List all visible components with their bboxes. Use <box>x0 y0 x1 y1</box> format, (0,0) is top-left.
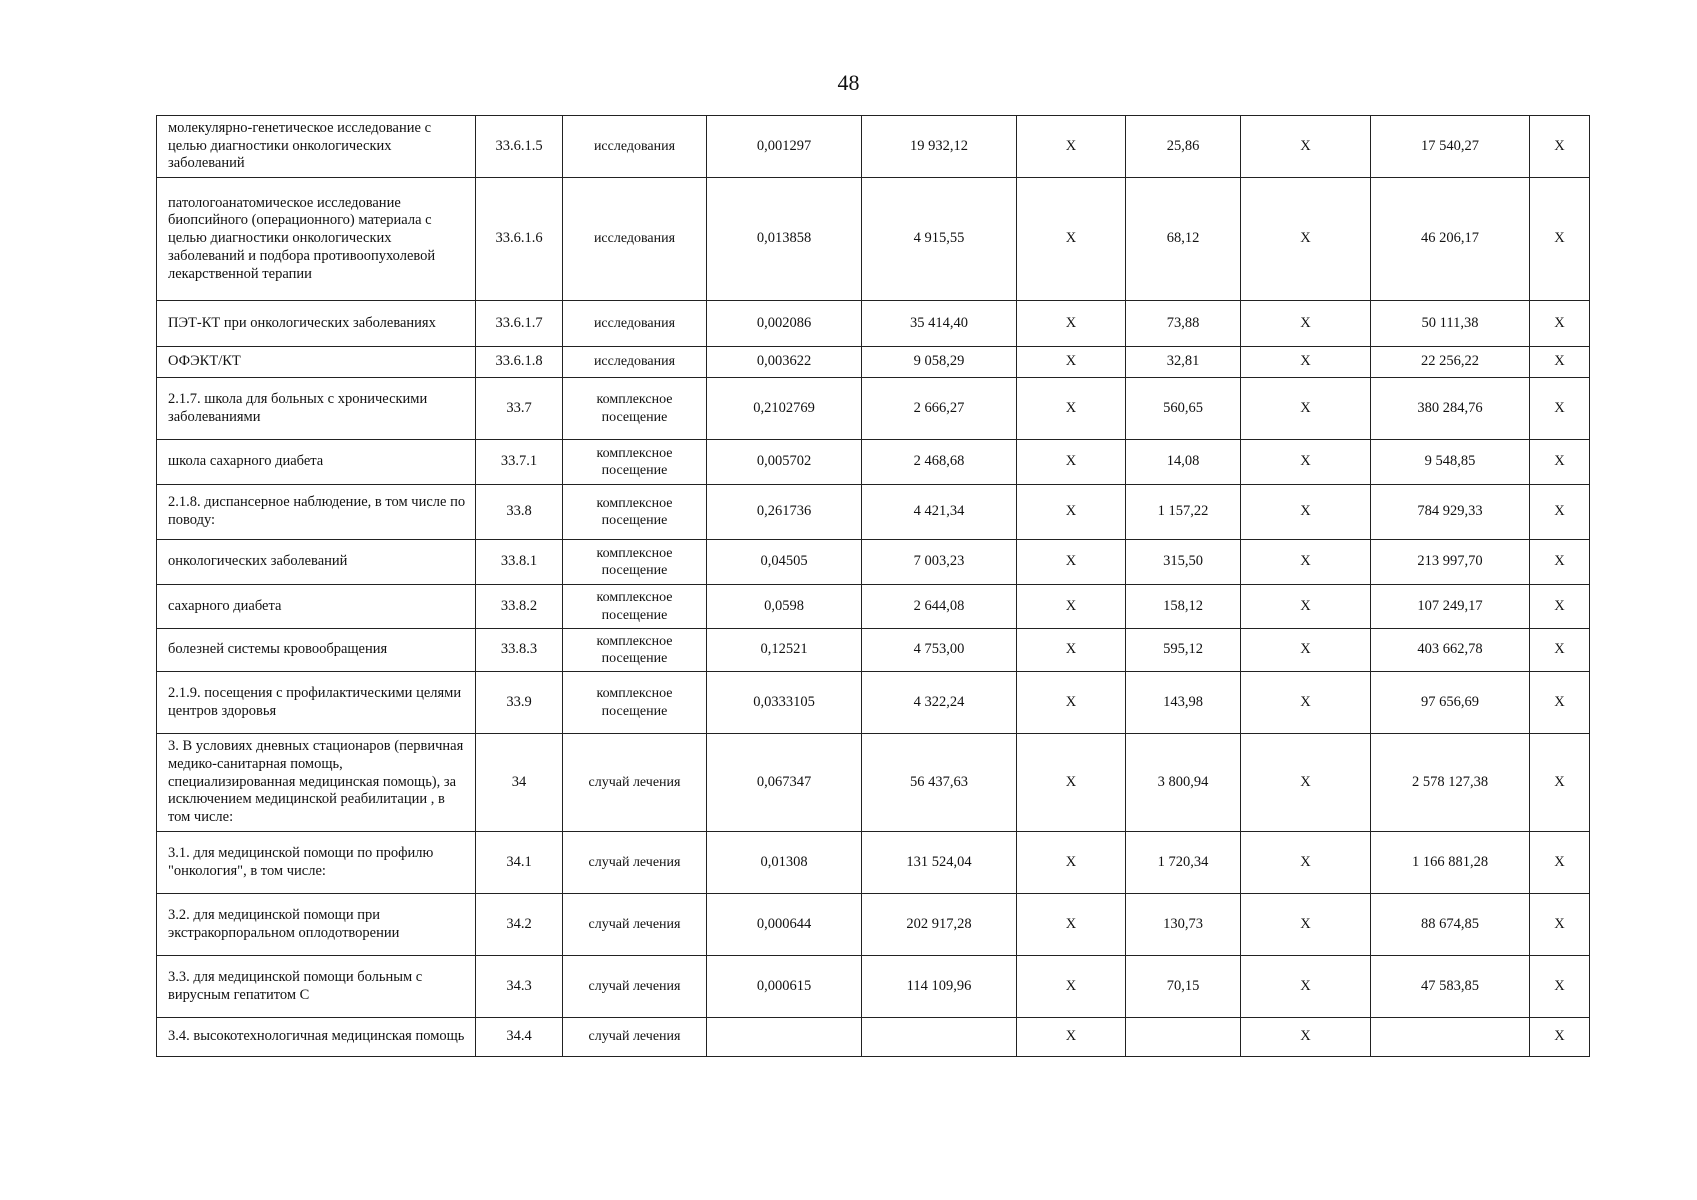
name-cell: 2.1.7. школа для больных с хроническими заболеваниями <box>157 378 476 440</box>
x-mark-cell: X <box>1017 440 1126 485</box>
volume-norm-cell: 0,000615 <box>707 956 862 1018</box>
name-cell: сахарного диабета <box>157 585 476 629</box>
volume-norm-cell: 0,001297 <box>707 116 862 178</box>
unit-cost-cell: 35 414,40 <box>862 301 1017 347</box>
x-mark-cell: X <box>1241 832 1371 894</box>
table-body <box>157 116 1590 1057</box>
unit-cell: случай лечения <box>563 894 707 956</box>
unit-cost-cell <box>862 1018 1017 1057</box>
unit-cost-cell: 131 524,04 <box>862 832 1017 894</box>
unit-cell: комплексное посещение <box>563 485 707 540</box>
total-cost-cell: 380 284,76 <box>1371 378 1530 440</box>
unit-cell: комплексное посещение <box>563 540 707 585</box>
name-cell: патологоанатомическое исследование биопсийного (операционного) материала с целью диагностики онкологических заболеваний и подбора противоопухолевой лекарственной терапии <box>157 178 476 301</box>
unit-cell: комплексное посещение <box>563 629 707 672</box>
name-cell: молекулярно-генетическое исследование с целью диагностики онкологических заболеваний <box>157 116 476 178</box>
code-cell: 33.8 <box>476 485 563 540</box>
unit-cell: случай лечения <box>563 734 707 832</box>
x-mark-cell: X <box>1530 178 1590 301</box>
code-cell: 34 <box>476 734 563 832</box>
x-mark-cell: X <box>1241 585 1371 629</box>
x-mark-cell: X <box>1241 1018 1371 1057</box>
code-cell: 33.8.1 <box>476 540 563 585</box>
per-capita-cell <box>1126 1018 1241 1057</box>
table-row <box>157 178 1590 301</box>
per-capita-cell: 595,12 <box>1126 629 1241 672</box>
per-capita-cell: 70,15 <box>1126 956 1241 1018</box>
name-cell: болезней системы кровообращения <box>157 629 476 672</box>
total-cost-cell: 50 111,38 <box>1371 301 1530 347</box>
x-mark-cell: X <box>1017 378 1126 440</box>
total-cost-cell <box>1371 1018 1530 1057</box>
code-cell: 33.6.1.6 <box>476 178 563 301</box>
volume-norm-cell: 0,002086 <box>707 301 862 347</box>
table-row <box>157 301 1590 347</box>
x-mark-cell: X <box>1530 485 1590 540</box>
code-cell: 34.4 <box>476 1018 563 1057</box>
x-mark-cell: X <box>1017 956 1126 1018</box>
table-row <box>157 540 1590 585</box>
x-mark-cell: X <box>1017 894 1126 956</box>
volume-norm-cell: 0,2102769 <box>707 378 862 440</box>
x-mark-cell: X <box>1241 672 1371 734</box>
volume-norm-cell: 0,0598 <box>707 585 862 629</box>
name-cell: 2.1.9. посещения с профилактическими целями центров здоровья <box>157 672 476 734</box>
unit-cost-cell: 7 003,23 <box>862 540 1017 585</box>
name-cell: школа сахарного диабета <box>157 440 476 485</box>
x-mark-cell: X <box>1241 301 1371 347</box>
per-capita-cell: 14,08 <box>1126 440 1241 485</box>
x-mark-cell: X <box>1241 440 1371 485</box>
code-cell: 33.7.1 <box>476 440 563 485</box>
table-row <box>157 672 1590 734</box>
per-capita-cell: 68,12 <box>1126 178 1241 301</box>
x-mark-cell: X <box>1530 347 1590 378</box>
x-mark-cell: X <box>1530 585 1590 629</box>
unit-cost-cell: 2 468,68 <box>862 440 1017 485</box>
code-cell: 33.6.1.8 <box>476 347 563 378</box>
unit-cell: комплексное посещение <box>563 440 707 485</box>
unit-cost-cell: 2 644,08 <box>862 585 1017 629</box>
name-cell: 3. В условиях дневных стационаров (первичная медико-санитарная помощь, специализированная медицинская помощь), за исключением медицинской реабилитации , в том числе: <box>157 734 476 832</box>
per-capita-cell: 73,88 <box>1126 301 1241 347</box>
unit-cost-cell: 4 322,24 <box>862 672 1017 734</box>
financing-norms-table <box>156 115 1590 1057</box>
x-mark-cell: X <box>1017 1018 1126 1057</box>
x-mark-cell: X <box>1530 440 1590 485</box>
volume-norm-cell: 0,067347 <box>707 734 862 832</box>
per-capita-cell: 315,50 <box>1126 540 1241 585</box>
total-cost-cell: 47 583,85 <box>1371 956 1530 1018</box>
name-cell: 3.2. для медицинской помощи при экстракорпоральном оплодотворении <box>157 894 476 956</box>
name-cell: 3.1. для медицинской помощи по профилю "онкология", в том числе: <box>157 832 476 894</box>
x-mark-cell: X <box>1241 540 1371 585</box>
unit-cell: случай лечения <box>563 832 707 894</box>
code-cell: 33.8.3 <box>476 629 563 672</box>
x-mark-cell: X <box>1241 956 1371 1018</box>
table-row <box>157 485 1590 540</box>
x-mark-cell: X <box>1017 585 1126 629</box>
total-cost-cell: 107 249,17 <box>1371 585 1530 629</box>
x-mark-cell: X <box>1241 347 1371 378</box>
volume-norm-cell: 0,000644 <box>707 894 862 956</box>
x-mark-cell: X <box>1241 734 1371 832</box>
name-cell: ОФЭКТ/КТ <box>157 347 476 378</box>
table-row <box>157 440 1590 485</box>
per-capita-cell: 158,12 <box>1126 585 1241 629</box>
per-capita-cell: 32,81 <box>1126 347 1241 378</box>
total-cost-cell: 9 548,85 <box>1371 440 1530 485</box>
unit-cell: комплексное посещение <box>563 672 707 734</box>
total-cost-cell: 22 256,22 <box>1371 347 1530 378</box>
unit-cost-cell: 114 109,96 <box>862 956 1017 1018</box>
x-mark-cell: X <box>1241 629 1371 672</box>
volume-norm-cell: 0,003622 <box>707 347 862 378</box>
code-cell: 33.8.2 <box>476 585 563 629</box>
unit-cell: случай лечения <box>563 956 707 1018</box>
table-row <box>157 832 1590 894</box>
x-mark-cell: X <box>1017 734 1126 832</box>
name-cell: 2.1.8. диспансерное наблюдение, в том числе по поводу: <box>157 485 476 540</box>
name-cell: онкологических заболеваний <box>157 540 476 585</box>
x-mark-cell: X <box>1530 378 1590 440</box>
volume-norm-cell: 0,01308 <box>707 832 862 894</box>
code-cell: 33.6.1.5 <box>476 116 563 178</box>
x-mark-cell: X <box>1241 485 1371 540</box>
unit-cell: исследования <box>563 347 707 378</box>
x-mark-cell: X <box>1530 894 1590 956</box>
unit-cell: комплексное посещение <box>563 378 707 440</box>
total-cost-cell: 88 674,85 <box>1371 894 1530 956</box>
per-capita-cell: 25,86 <box>1126 116 1241 178</box>
x-mark-cell: X <box>1530 832 1590 894</box>
x-mark-cell: X <box>1530 301 1590 347</box>
x-mark-cell: X <box>1017 347 1126 378</box>
per-capita-cell: 3 800,94 <box>1126 734 1241 832</box>
total-cost-cell: 213 997,70 <box>1371 540 1530 585</box>
x-mark-cell: X <box>1017 832 1126 894</box>
table-row <box>157 1018 1590 1057</box>
x-mark-cell: X <box>1530 734 1590 832</box>
x-mark-cell: X <box>1241 178 1371 301</box>
x-mark-cell: X <box>1241 116 1371 178</box>
name-cell: 3.4. высокотехнологичная медицинская помощь <box>157 1018 476 1057</box>
unit-cost-cell: 4 421,34 <box>862 485 1017 540</box>
table-row <box>157 378 1590 440</box>
volume-norm-cell: 0,04505 <box>707 540 862 585</box>
unit-cost-cell: 2 666,27 <box>862 378 1017 440</box>
volume-norm-cell: 0,12521 <box>707 629 862 672</box>
unit-cell: исследования <box>563 178 707 301</box>
per-capita-cell: 560,65 <box>1126 378 1241 440</box>
x-mark-cell: X <box>1530 956 1590 1018</box>
total-cost-cell: 97 656,69 <box>1371 672 1530 734</box>
code-cell: 33.9 <box>476 672 563 734</box>
unit-cost-cell: 202 917,28 <box>862 894 1017 956</box>
x-mark-cell: X <box>1530 629 1590 672</box>
code-cell: 34.3 <box>476 956 563 1018</box>
volume-norm-cell: 0,013858 <box>707 178 862 301</box>
unit-cost-cell: 56 437,63 <box>862 734 1017 832</box>
code-cell: 34.1 <box>476 832 563 894</box>
code-cell: 33.6.1.7 <box>476 301 563 347</box>
x-mark-cell: X <box>1530 672 1590 734</box>
x-mark-cell: X <box>1017 540 1126 585</box>
name-cell: 3.3. для медицинской помощи больным с вирусным гепатитом С <box>157 956 476 1018</box>
volume-norm-cell: 0,0333105 <box>707 672 862 734</box>
unit-cell: комплексное посещение <box>563 585 707 629</box>
unit-cost-cell: 9 058,29 <box>862 347 1017 378</box>
total-cost-cell: 784 929,33 <box>1371 485 1530 540</box>
x-mark-cell: X <box>1241 378 1371 440</box>
x-mark-cell: X <box>1530 116 1590 178</box>
table-row <box>157 956 1590 1018</box>
per-capita-cell: 1 157,22 <box>1126 485 1241 540</box>
x-mark-cell: X <box>1017 178 1126 301</box>
per-capita-cell: 130,73 <box>1126 894 1241 956</box>
per-capita-cell: 1 720,34 <box>1126 832 1241 894</box>
unit-cost-cell: 19 932,12 <box>862 116 1017 178</box>
x-mark-cell: X <box>1017 116 1126 178</box>
total-cost-cell: 17 540,27 <box>1371 116 1530 178</box>
page-number: 48 <box>837 70 860 95</box>
table-row <box>157 629 1590 672</box>
volume-norm-cell <box>707 1018 862 1057</box>
name-cell: ПЭТ-КТ при онкологических заболеваниях <box>157 301 476 347</box>
total-cost-cell: 1 166 881,28 <box>1371 832 1530 894</box>
x-mark-cell: X <box>1530 1018 1590 1057</box>
unit-cell: случай лечения <box>563 1018 707 1057</box>
x-mark-cell: X <box>1241 894 1371 956</box>
code-cell: 34.2 <box>476 894 563 956</box>
x-mark-cell: X <box>1530 540 1590 585</box>
unit-cost-cell: 4 753,00 <box>862 629 1017 672</box>
volume-norm-cell: 0,005702 <box>707 440 862 485</box>
total-cost-cell: 403 662,78 <box>1371 629 1530 672</box>
code-cell: 33.7 <box>476 378 563 440</box>
table-row <box>157 347 1590 378</box>
unit-cell: исследования <box>563 301 707 347</box>
total-cost-cell: 46 206,17 <box>1371 178 1530 301</box>
volume-norm-cell: 0,261736 <box>707 485 862 540</box>
table-row <box>157 734 1590 832</box>
unit-cell: исследования <box>563 116 707 178</box>
x-mark-cell: X <box>1017 672 1126 734</box>
x-mark-cell: X <box>1017 485 1126 540</box>
x-mark-cell: X <box>1017 301 1126 347</box>
x-mark-cell: X <box>1017 629 1126 672</box>
total-cost-cell: 2 578 127,38 <box>1371 734 1530 832</box>
per-capita-cell: 143,98 <box>1126 672 1241 734</box>
table-row <box>157 116 1590 178</box>
unit-cost-cell: 4 915,55 <box>862 178 1017 301</box>
table-row <box>157 585 1590 629</box>
table-row <box>157 894 1590 956</box>
